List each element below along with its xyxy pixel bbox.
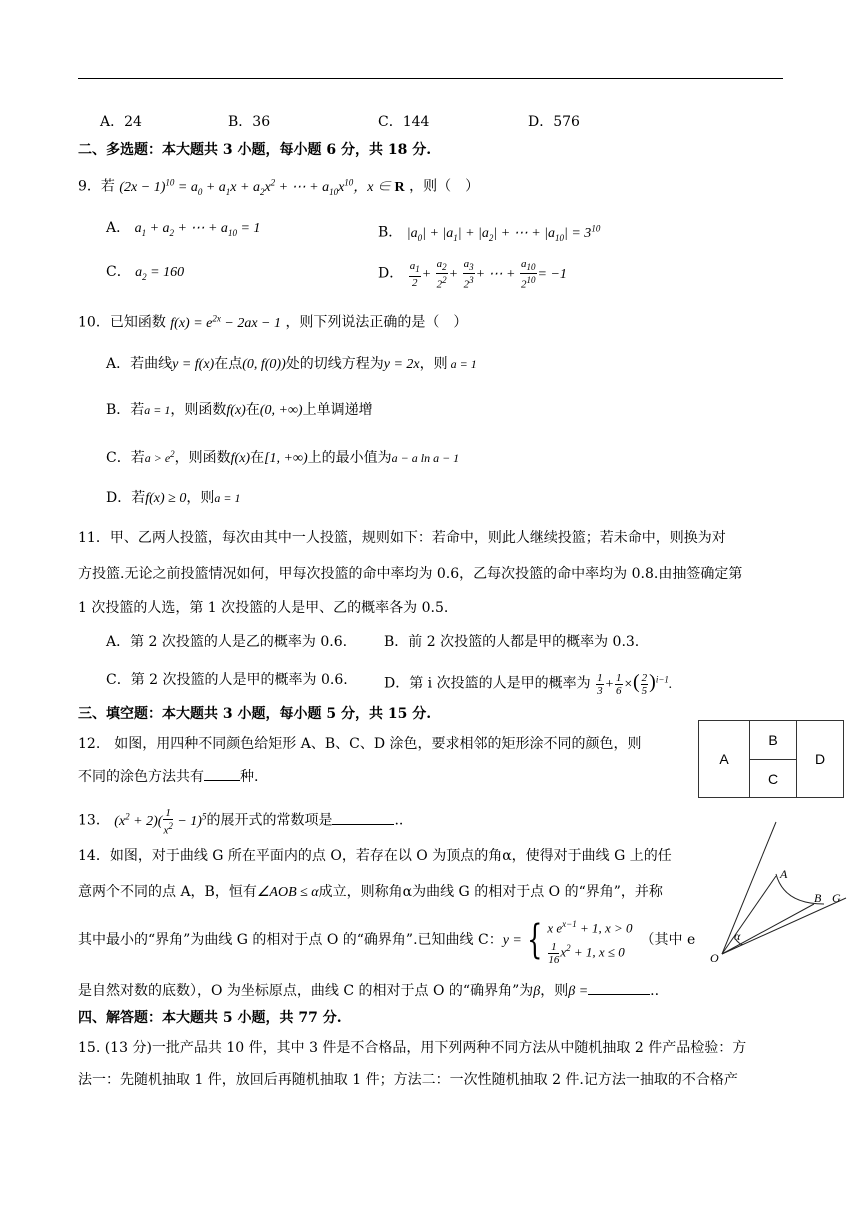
fig-label-b: B <box>814 891 822 905</box>
q14-line-4: 是自然对数的底数），O 为坐标原点，曲线 C 的相对于点 O 的“确界角”为β，则β = .. <box>78 980 659 1002</box>
ray-og <box>722 898 846 954</box>
q10-option-c: C．若$a > e^2$，则函数f(x)在[1, +∞)上的最小值为a − a ln a − 1 <box>106 449 460 466</box>
q8-option-a: A．24 <box>100 114 142 130</box>
q14-line-4b: ，则 <box>540 983 569 999</box>
q9-option-a-label: A． <box>106 220 131 236</box>
q11-line-3: 1 次投篮的人选，第 1 次投篮的人是甲、乙的概率各为 0.5. <box>78 600 449 616</box>
q10-d-text-2: ，则 <box>186 490 215 506</box>
rect-c <box>750 760 797 797</box>
q11-option-d-text: D．第 i 次投篮的人是甲的概率为 <box>384 675 591 692</box>
q13-end: .. <box>394 812 404 829</box>
q9-num: 9．若 <box>78 178 115 195</box>
q13-tail: 的展开式的常数项是 <box>206 812 333 829</box>
q10-stem: 10．已知函数 $f(x) = e^{2x} - 2ax - 1$ ，则下列说法正确的是（ ） <box>78 313 468 331</box>
q11-line-1: 11．甲、乙两人投篮，每次由其中一人投篮，规则如下：若命中，则此人继续投篮；若未命中，则换为对 <box>78 530 726 546</box>
q10-a-text-2: 在点 <box>214 356 243 372</box>
fig-label-g: G <box>832 891 841 905</box>
q11-option-a: A．第 2 次投篮的人是乙的概率为 0.6. <box>106 634 348 650</box>
q10-b-text-1: B．若 <box>106 402 145 418</box>
q14-answer-blank <box>588 980 650 995</box>
rect-d <box>797 721 843 797</box>
q13-answer-blank <box>332 810 394 825</box>
q10-a-text-3: 处的切线方程为 <box>285 356 384 372</box>
q9-stem <box>78 172 479 201</box>
q14-line-3a: 其中最小的“界角”为曲线 G 的相对于点 O 的“确界角”.已知曲线 C： <box>78 932 503 948</box>
q14-line-2b: 成立，则称角α为曲线 G 的相对于点 O 的“界角”，并称 <box>318 884 663 900</box>
rect-d-label: D <box>814 751 826 767</box>
q12-line-2 <box>78 766 258 787</box>
q10-option-a: A．若曲线y = f(x)在点(0, f(0))处的切线方程为y = 2x，则 a = 1 <box>106 356 477 372</box>
q10-b-text-2: ，则函数 <box>170 402 227 418</box>
q14-figure <box>704 812 854 970</box>
rect-c-label: C <box>767 770 779 787</box>
q12-line-2-text: 不同的涂色方法共有 <box>78 769 204 785</box>
q10-c-text-2: ，则函数 <box>174 450 231 466</box>
q11-option-b: B．前 2 次投篮的人都是甲的概率为 0.3. <box>384 634 640 650</box>
q12-line-2-tail: 种. <box>240 769 259 785</box>
q14-line-3b: （其中 e <box>640 932 696 948</box>
q15-line-2: 法一：先随机抽取 1 件，放回后再随机抽取 1 件；方法二：一次性随机抽取 2 件.记方法一抽取的不合格产 <box>78 1072 738 1088</box>
q10-option-d: D．若f(x) ≥ 0，则a = 1 <box>106 490 241 506</box>
q14-line-3: 其中最小的“界角”为曲线 G 的相对于点 O 的“确界角”.已知曲线 C：y = { x $e^{x-1} + 1$, x > 0 $\frac{1}{16}$ $x^2 + 1$, x ≤ 0（其中 e <box>78 910 695 970</box>
q9-option-d: D． $\frac{a_1}{2}$ + $\frac{a_2}{2^2}$ + $\frac{a_3}{2^3}$ + ⋯ + $\frac{a_{10}}{2^{10}}$ = −1 <box>378 258 567 291</box>
q9-option-b-label: B． <box>378 224 403 241</box>
q10-c-text-1: C．若 <box>106 450 145 466</box>
q10-option-b: B．若a = 1，则函数f(x)在(0, +∞)上单调递增 <box>106 402 373 418</box>
q9-option-a: A． $a_1 + a_2$ + ⋯ + $a_{10} = 1$ <box>106 220 261 238</box>
q10-c-text-3: 在 <box>250 450 265 466</box>
section-4-title: 四、解答题：本大题共 5 小题，共 77 分. <box>78 1010 342 1026</box>
q9-option-c-label: C． <box>106 264 131 280</box>
q14-line-2: 意两个不同的点 A，B，恒有∠AOB ≤ α成立，则称角α为曲线 G 的相对于点 O 的“界角”，并称 <box>78 884 663 900</box>
q9-option-c: C． $a_2 = 160$ <box>106 264 185 282</box>
q15-line-1: 15. (13 分)一批产品共 10 件，其中 3 件是不合格品，用下列两种不同方法从中随机抽取 2 件产品检验：方 <box>78 1040 747 1056</box>
q9-formula: $(2x - 1)^{10} = a_0 + a_1x + a_2x^2$ + ⋯ + $a_{10}x^{10}$，x ∈ R <box>119 177 405 197</box>
fig-label-a: A <box>780 867 788 881</box>
q10-a-text-4: ，则 <box>419 356 448 372</box>
rect-a-label: A <box>719 751 729 767</box>
q14-line-4a: 是自然对数的底数），O 为坐标原点，曲线 C 的相对于点 O 的“确界角”为 <box>78 983 534 999</box>
q11-line-2: 方投篮.无论之前投篮情况如何，甲每次投篮的命中率均为 0.6，乙每次投篮的命中率均为 0.8.由抽签确定第 <box>78 566 743 582</box>
section-2-title: 二、多选题：本大题共 3 小题，每小题 6 分，共 18 分. <box>78 142 432 158</box>
q9-option-b: B． $|a_0| + |a_1| + |a_2|$ + ⋯ + $|a_{10}| = 3^{10}$ <box>378 223 601 243</box>
q13-num: 13． <box>78 812 110 829</box>
q12-figure <box>698 720 844 798</box>
q12-answer-blank <box>204 766 240 781</box>
q10-c-text-4: 上的最小值为 <box>307 450 392 466</box>
q9-tail: ，则（ ） <box>409 178 480 195</box>
q12-line-1: 12. 如图，用四种不同颜色给矩形 A、B、C、D 涂色，要求相邻的矩形涂不同的颜色，则 <box>78 736 642 752</box>
q14-line-2a: 意两个不同的点 A，B，恒有 <box>78 884 257 900</box>
q13-line: 13． $(x^2 + 2)$( $\frac{1}{x^2}$ − 1)$^5$的展开式的常数项是 .. <box>78 806 404 837</box>
q9-option-d-label: D． <box>378 265 404 282</box>
q10-b-text-4: 上单调递增 <box>302 402 373 418</box>
q11-option-c: C．第 2 次投篮的人是甲的概率为 0.6. <box>106 672 348 688</box>
q8-option-b: B．36 <box>228 114 271 130</box>
q10-num: 10．已知函数 <box>78 314 166 331</box>
rect-b <box>750 721 797 760</box>
q8-option-d: D．576 <box>528 114 580 130</box>
q14-line-1: 14．如图，对于曲线 G 所在平面内的点 O，若存在以 O 为顶点的角α，使得对于曲线 G 上的任 <box>78 848 672 864</box>
q11-option-d: D．第 i 次投篮的人是甲的概率为 $\frac{1}{3}$ + $\frac{1}{6}$ ×( $\frac{2}{5}$ )$^{i-1}$. <box>384 670 673 697</box>
fig-label-alpha: α <box>734 929 741 943</box>
q8-option-c: C．144 <box>378 114 430 130</box>
rect-a <box>699 721 750 797</box>
q10-tail: ，则下列说法正确的是（ ） <box>285 314 468 331</box>
rect-b-label: B <box>768 732 778 748</box>
q10-a-text-1: A．若曲线 <box>106 356 173 372</box>
header-rule <box>78 78 783 79</box>
q10-b-text-3: 在 <box>245 402 260 418</box>
q10-d-text-1: D．若 <box>106 490 146 506</box>
q14-line-4c: .. <box>650 983 660 999</box>
section-3-title: 三、填空题：本大题共 3 小题，每小题 5 分，共 15 分. <box>78 706 432 722</box>
fig-label-o: O <box>710 951 719 965</box>
q14-piecewise: x $e^{x-1} + 1$, x > 0 $\frac{1}{16}$ $x^2 + 1$, x ≤ 0 <box>547 918 633 967</box>
